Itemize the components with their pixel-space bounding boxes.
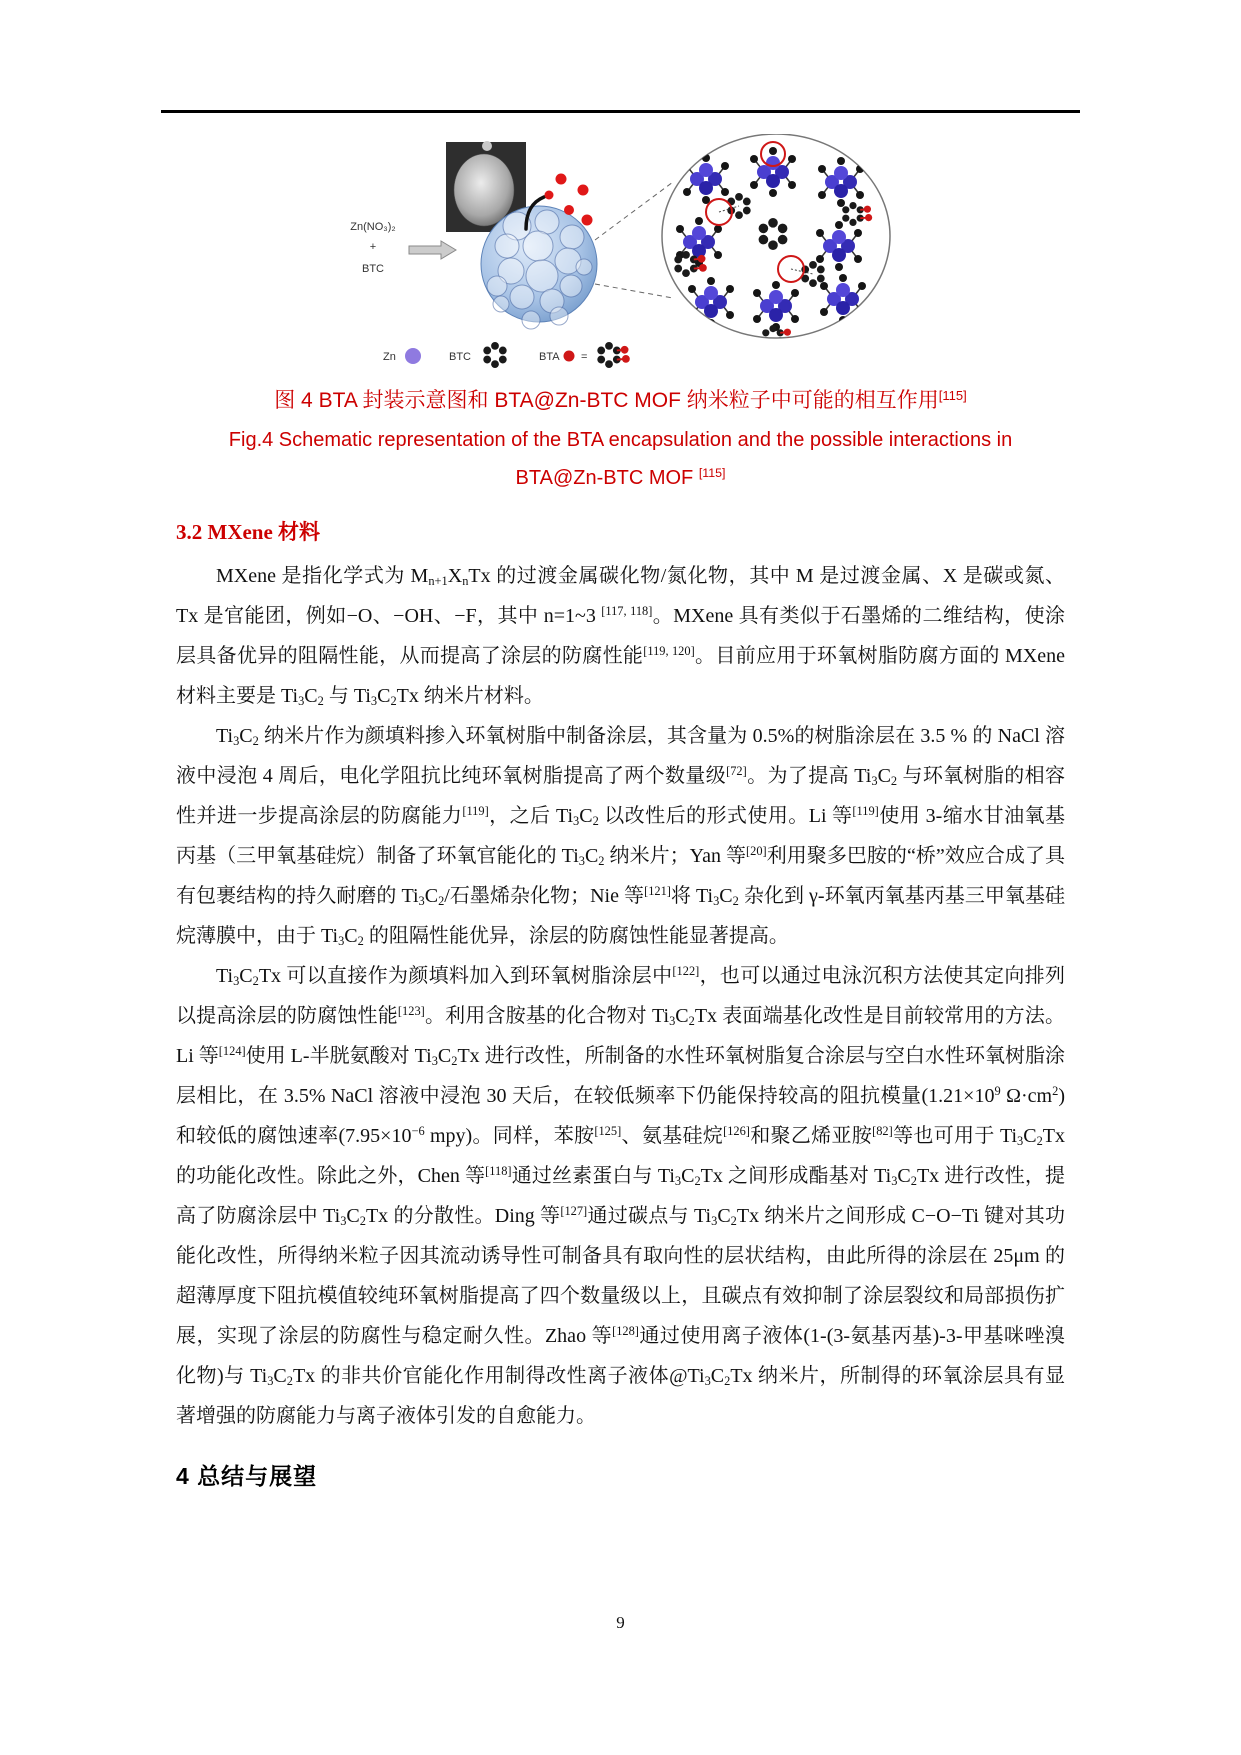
figure-caption-en-line1: Fig.4 Schematic representation of the BTA encapsulation and the possible interactions in xyxy=(228,429,1013,451)
magnifier-connector-bottom xyxy=(595,284,673,298)
reaction-arrow-icon xyxy=(409,241,456,259)
legend-btc-label: BTC xyxy=(448,351,471,363)
figure-legend xyxy=(383,342,630,368)
reagent-plus-label: + xyxy=(369,241,376,253)
figure-4 xyxy=(321,134,921,374)
magnifier-circle xyxy=(662,134,890,349)
reagent-btc-label: BTC xyxy=(361,263,384,275)
page-content xyxy=(176,128,1065,1491)
figure-caption-cn: 图 4 BTA 封装示意图和 BTA@Zn-BTC MOF 纳米粒子中可能的相互作用[115] xyxy=(274,387,967,412)
paragraph-ti3c2: $Ti_3C_2$ 纳米片作为颜填料掺入环氧树脂中制备涂层，其含量为 0.5%的树脂涂层在 3.5 % 的 NaCl 溶液中浸泡 4 周后，电化学阻抗比纯环氧树脂提高了两个数量级[72]。为了提高 $Ti_3C_2$ 与环氧树脂的相容性并进一步提高涂层的防腐能力[119]，之后 $Ti_3C_2$ 以改性后的形式使用。Li 等[119]使用 3-缩水甘油氧基丙基（三甲氧基硅烷）制备了环氧官能化的 $Ti_3C_2$ 纳米片；Yan 等[20]利用聚多巴胺的“桥”效应合成了具有包裹结构的持久耐磨的 $Ti_3C_2/$石墨烯杂化物；Nie 等[121]将 $Ti_3C_2$ 杂化到 γ-环氧丙氧基丙基三甲氧基硅烷薄膜中，由于 $Ti_3C_2$ 的阻隔性能优异，涂层的防腐蚀性能显著提高。 xyxy=(176,725,1066,949)
bta-dot-icon xyxy=(563,351,574,362)
paragraph-mxene-intro: MXene 是指化学式为 $M_{n+1}X_nTx$ 的过渡金属碳化物/氮化物，其中 M 是过渡金属、X 是碳或氮、Tx 是官能团，例如−O、−OH、−F，其中 n=1~3 [117, 118]。MXene 具有类似于石墨烯的二维结构，使涂层具备优异的阻隔性能，从而提高了涂层的防腐性能[119, 120]。目前应用于环氧树脂防腐方面的 MXene 材料主要是 $Ti_3C_2$ 与 $Ti_3C_2Tx$ 纳米片材料。 xyxy=(176,565,1066,709)
figure-caption-en-line2: BTA@Zn-BTC MOF [115] xyxy=(515,466,726,489)
btc-molecule-icon xyxy=(483,342,506,368)
bta-molecule-icon xyxy=(597,342,630,368)
legend-equals: = xyxy=(580,351,587,363)
figure-4-graphic xyxy=(321,134,921,369)
reagent-zn-label: Zn(NO₃)₂ xyxy=(349,221,396,233)
reagent-labels xyxy=(350,221,395,275)
section-4-heading: 4 总结与展望 xyxy=(176,1463,318,1489)
header-divider xyxy=(161,110,1080,113)
legend-bta-label: BTA xyxy=(538,351,560,363)
page-number: 9 xyxy=(616,1613,625,1632)
zn-atom-icon xyxy=(405,348,421,364)
section-3-2-heading: 3.2 MXene 材料 xyxy=(176,520,321,544)
paragraph-ti3c2tx: $Ti_3C_2Tx$ 可以直接作为颜填料加入到环氧树脂涂层中[122]，也可以通过电泳沉积方法使其定向排列以提高涂层的防腐蚀性能[123]。利用含胺基的化合物对 $Ti_3C_2Tx$ 表面端基化改性是目前较常用的方法。Li 等[124]使用 L-半胱氨酸对 $Ti_3C_2Tx$ 进行改性，所制备的水性环氧树脂复合涂层与空白水性环氧树脂涂层相比，在 3.5% NaCl 溶液中浸泡 30 天后，在较低频率下仍能保持较高的阻抗模量($1.21\times 10^9$ $\Omega\cdot cm^2$)和较低的腐蚀速率($7.95\times 10^{-6}$ mpy)。同样，苯胺[125]、氨基硅烷[126]和聚乙烯亚胺[82]等也可用于 $Ti_3C_2Tx$ 的功能化改性。除此之外，Chen 等[118]通过丝素蛋白与 $Ti_3C_2Tx$ 之间形成酯基对 $Ti_3C_2Tx$ 进行改性，提高了防腐涂层中 $Ti_3C_2Tx$ 的分散性。Ding 等[127]通过碳点与 $Ti_3C_2Tx$ 纳米片之间形成 C−O−Ti 键对其功能化改性，所得纳米粒子因其流动诱导性可制备具有取向性的层状结构，由此所得的涂层在 25μm 的超薄厚度下阻抗模值较纯环氧树脂提高了四个数量级以上，且碳点有效抑制了涂层裂纹和局部损伤扩展，实现了涂层的防腐性与稳定耐久性。Zhao 等[128]通过使用离子液体(1-(3-氨基丙基)-3-甲基咪唑溴化物)与 $Ti_3C_2Tx$ 的非共价官能化作用制得改性离子液体$@Ti_3C_2Tx$ 纳米片，所制得的环氧涂层具有显著增强的防腐能力与离子液体引发的自愈能力。 xyxy=(176,964,1066,1427)
magnifier-connector-top xyxy=(595,182,673,240)
nanoparticle-sphere xyxy=(481,206,597,329)
legend-zn-label: Zn xyxy=(382,351,396,363)
